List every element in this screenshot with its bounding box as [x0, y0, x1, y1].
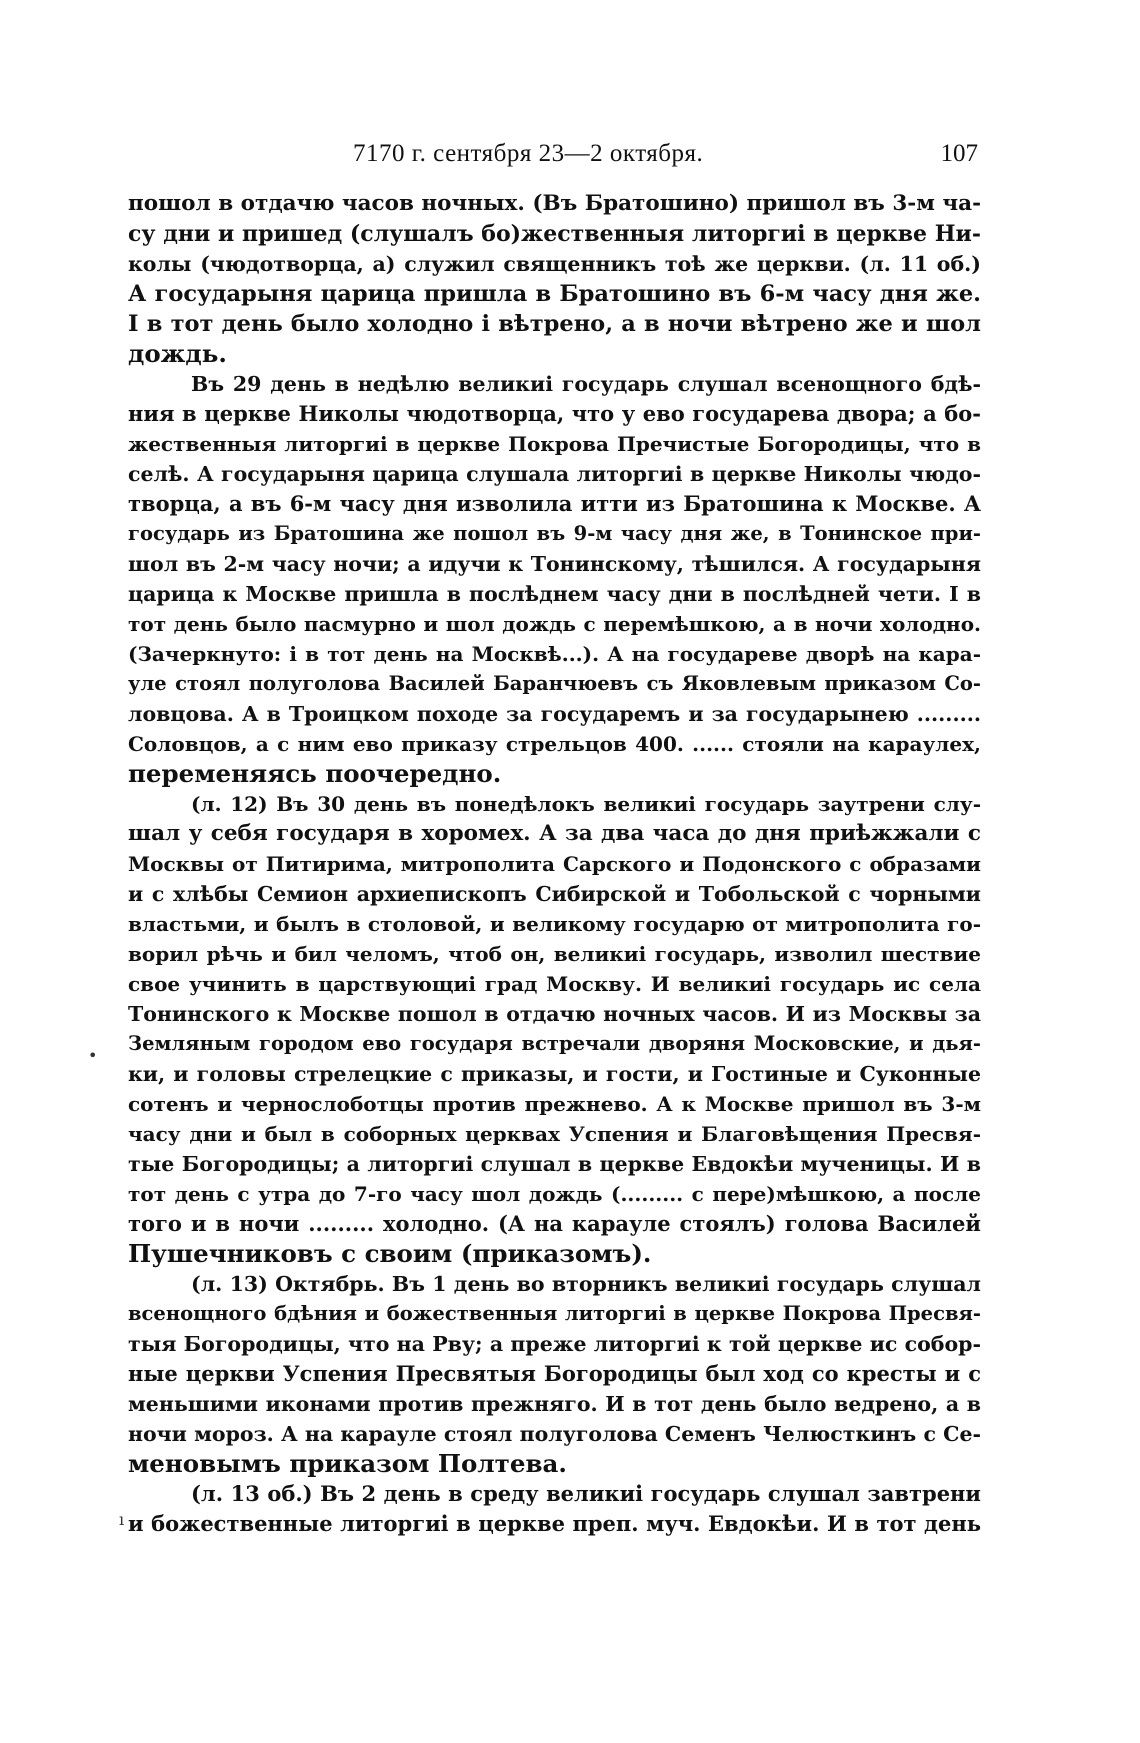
text-line: жественныя литоргиі в церкве Покрова Пречистые Богородицы, что в: [128, 432, 981, 456]
text-line: тыя Богородицы, что на Рву; а преже литоргиі к той церкве ис собор-: [128, 1332, 981, 1356]
text-line: часу дни и был в соборных церквах Успения и Благовѣщения Пресвя-: [128, 1122, 981, 1146]
text-line: селѣ. А государыня царица слушала литоргиі в церкве Николы чюдо-: [128, 462, 981, 486]
text-line: сотенъ и чернослоботцы против прежнево. А к Москве пришол въ 3-м: [128, 1092, 981, 1116]
text-line: шал у себя государя в хоромех. А за два часа до дня приѣжжали с: [128, 821, 981, 846]
text-line: и божественные литоргиі в церкве преп. муч. Евдокѣи. И в тот день: [128, 1511, 981, 1536]
text-line: колы (чюдотворца, а) служил священникъ тоѣ же церкви. (л. 11 об.): [128, 252, 981, 276]
text-line: (Зачеркнуто: і в тот день на Москвѣ...). А на государеве дворѣ на кара-: [128, 642, 981, 666]
text-line: тот день с утра до 7-го часу шол дождь (......... с пере)мѣшкою, а после: [128, 1182, 981, 1206]
text-line: ные церкви Успения Пресвятыя Богородицы был ход со кресты и с: [128, 1361, 981, 1386]
text-line: Соловцов, а с ним ево приказу стрельцов 400. ...... стояли на караулех,: [128, 732, 981, 756]
text-line: дождь.: [128, 339, 227, 368]
text-body: [128, 189, 981, 1539]
text-line: тые Богородицы; а литоргиі слушал в церкве Евдокѣи мученицы. И в: [128, 1152, 981, 1176]
text-line: тот день было пасмурно и шол дождь с перемѣшкою, а в ночи холодно.: [128, 612, 981, 636]
text-line: уле стоял полуголова Василей Баранчюевъ съ Яковлевым приказом Со-: [128, 672, 981, 695]
text-line: ловцова. А в Троицком походе за государемъ и за государынею .........: [128, 702, 981, 726]
text-line: переменяясь поочередно.: [128, 759, 502, 788]
text-line: шол въ 2-м часу ночи; а идучи к Тонинскому, тѣшился. А государыня: [128, 552, 981, 576]
text-line: Въ 29 день в недѣлю великиі государь слушал всенощного бдѣ-: [191, 372, 981, 396]
text-line: меновымъ приказом Полтева.: [128, 1449, 567, 1478]
text-line: І в тот день было холодно і вѣтрено, а в ночи вѣтрено же и шол: [128, 311, 981, 337]
text-line: су дни и пришед (слушалъ бо)жественныя литоргиі в церкве Ни-: [128, 221, 981, 247]
text-line: государь из Братошина же пошол въ 9-м часу дня же, в Тонинское при-: [128, 522, 981, 545]
text-line: творца, а въ 6-м часу дня изволила итти из Братошина к Москве. А: [128, 491, 981, 516]
text-line: ночи мороз. А на карауле стоял полуголова Семенъ Челюсткинъ с Се-: [128, 1422, 981, 1446]
text-line: свое учинить в царствующиі град Москву. И великиі государь ис села: [128, 972, 981, 996]
margin-tick-mark: ı: [119, 1510, 125, 1529]
text-line: Москвы от Питирима, митрополита Сарского и Подонского с образами: [128, 852, 981, 876]
text-line: Земляным городом ево государя встречали дворяня Московские, и дья-: [128, 1032, 981, 1055]
text-line: А государыня царица пришла в Братошино въ 6-м часу дня же.: [128, 281, 981, 307]
text-line: всенощного бдѣния и божественныя литоргиі в церкве Покрова Пресвя-: [128, 1302, 981, 1325]
text-line: (л. 13) Октябрь. Въ 1 день во вторникъ великиі государь слушал: [191, 1272, 981, 1296]
text-line: Тонинского к Москве пошол в отдачю ночных часов. И из Москвы за: [128, 1002, 981, 1026]
text-line: (л. 13 об.) Въ 2 день в среду великиі государь слушал завтрени: [191, 1481, 981, 1506]
text-line: царица к Москве пришла в послѣднем часу дни в послѣдней чети. І в: [128, 582, 981, 606]
text-line: пошол в отдачю часов ночных. (Въ Братошино) пришол въ 3-м ча-: [128, 191, 981, 216]
running-head: 7170 г. сентября 23—2 октября.: [353, 140, 704, 167]
text-line: меньшими иконами против прежняго. И в тот день было ведрено, а в: [128, 1392, 981, 1416]
text-line: (л. 12) Въ 30 день въ понедѣлокъ великиі государь заутрени слу-: [191, 792, 981, 816]
margin-dot-mark: •: [88, 1046, 98, 1065]
text-line: ки, и головы стрелецкие с приказы, и гости, и Гостиные и Суконные: [128, 1062, 981, 1086]
text-line: и с хлѣбы Семион архиепископъ Сибирской и Тобольской с чорными: [128, 882, 981, 906]
text-line: властьми, и былъ в столовой, и великому государю от митрополита го-: [128, 912, 981, 936]
text-line: ния в церкве Николы чюдотворца, что у ево государева двора; а бо-: [128, 401, 981, 426]
page-number: 107: [940, 140, 978, 167]
text-line: того и в ночи ......... холодно. (А на карауле стоялъ) голова Василей: [128, 1211, 981, 1236]
page-header: [128, 134, 978, 174]
text-line: Пушечниковъ с своим (приказомъ).: [128, 1239, 652, 1268]
text-line: ворил рѣчь и бил челомъ, чтоб он, великиі государь, изволил шествие: [128, 942, 981, 966]
